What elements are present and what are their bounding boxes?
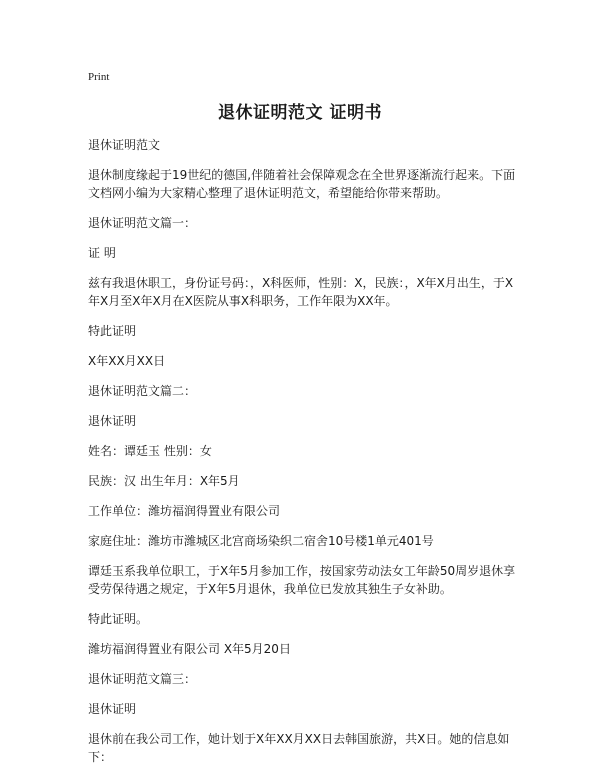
section-heading-3: 退休证明范文篇三： bbox=[88, 672, 197, 686]
document-title: 退休证明范文 证明书 bbox=[218, 103, 382, 123]
section-heading-2: 退休证明范文篇二： bbox=[88, 384, 197, 398]
certificate-heading: 退休证明 bbox=[88, 702, 137, 716]
field-address: 家庭住址：潍坊市潍城区北宫商场染织二宿舍10号楼1单元401号 bbox=[88, 534, 434, 548]
certificate-body: 谭廷玉系我单位职工，于X年5月参加工作，按国家劳动法女工年龄50周岁退休享受劳保待遇之规定，于X年5月退休，我单位已发放其独生子女补助。 bbox=[88, 564, 516, 596]
certificate-closing: 特此证明。 bbox=[88, 612, 149, 626]
certificate-body: 退休前在我公司工作，她计划于X年XX月XX日去韩国旅游，共X日。她的信息如下： bbox=[88, 732, 510, 764]
document-body bbox=[88, 136, 524, 778]
certificate-signature-date: 潍坊福润得置业有限公司 X年5月20日 bbox=[88, 642, 291, 656]
paragraph-intro-text: 退休制度缘起于19世纪的德国,伴随着社会保障观念在全世界逐渐流行起来。下面文档网小编为大家精心整理了退休证明范文，希望能给你带来帮助。 bbox=[88, 168, 516, 200]
print-label: Print bbox=[88, 71, 110, 83]
paragraph-intro-title: 退休证明范文 bbox=[88, 138, 161, 152]
certificate-closing: 特此证明 bbox=[88, 324, 137, 338]
certificate-heading: 退休证明 bbox=[88, 414, 137, 428]
certificate-date: X年XX月XX日 bbox=[88, 354, 166, 368]
field-ethnicity-birth: 民族：汉 出生年月：X年5月 bbox=[88, 474, 240, 488]
field-name-gender: 姓名：谭廷玉 性别：女 bbox=[88, 444, 212, 458]
certificate-heading: 证 明 bbox=[88, 246, 116, 260]
section-heading-1: 退休证明范文篇一： bbox=[88, 216, 197, 230]
certificate-body: 兹有我退休职工，身份证号码：，X科医师，性别：X，民族：，X年X月出生，于X年X月至X年X月在X医院从事X科职务，工作年限为XX年。 bbox=[88, 276, 514, 308]
field-employer: 工作单位：潍坊福润得置业有限公司 bbox=[88, 504, 281, 518]
